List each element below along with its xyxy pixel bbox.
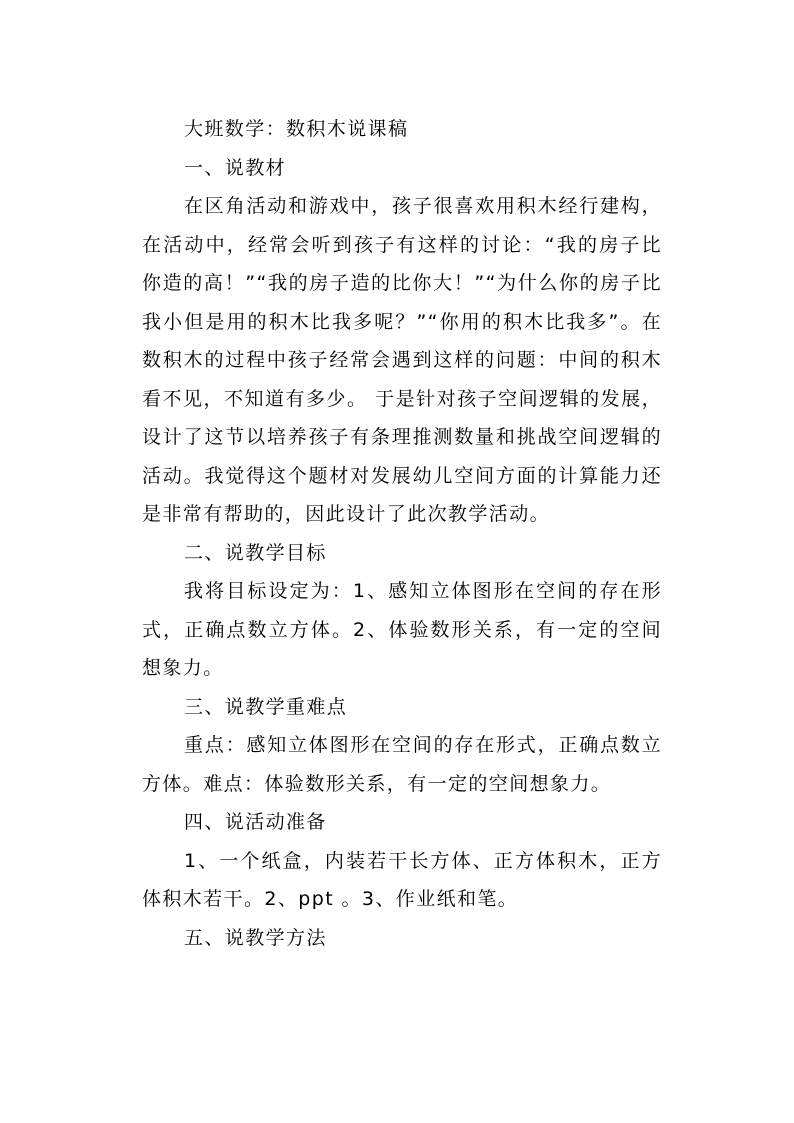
document-title: 大班数学：数积木说课稿	[184, 118, 409, 140]
paragraph-key-difficult-points: 重点：感知立体图形在空间的存在形式，正确点数立方体。难点：体验数形关系，有一定的空间想象力。	[142, 734, 662, 795]
paragraph-teaching-goals: 我将目标设定为：1、感知立体图形在空间的存在形式，正确点数立方体。2、体验数形关系，有一定的空间想象力。	[142, 580, 662, 679]
section-heading-activity-preparation: 四、说活动准备	[184, 811, 327, 833]
section-heading-key-difficult-points: 三、说教学重难点	[184, 695, 348, 718]
paragraph-teaching-material: 在区角活动和游戏中，孩子很喜欢用积木经行建构，在活动中，经常会听到孩子有这样的讨论：“我的房子比你造的高！”“我的房子造的比你大！”“为什么你的房子比我小但是用的积木比我多呢？”“你用的积木比我多”。在数积木的过程中孩子经常会遇到这样的问题：中间的积木看不见，不知道有多少。 于是针对孩子空间逻辑的发展，设计了这节以培养孩子有条理推测数量和挑战空间逻辑的活动。我觉得这个题材对发展幼儿空间方面的计算能力还是非常有帮助的，因此设计了此次教学活动。	[142, 195, 662, 525]
section-heading-teaching-material: 一、说教材	[184, 156, 287, 179]
paragraph-activity-preparation: 1、一个纸盒，内装若干长方体、正方体积木，正方体积木若干。2、ppt 。3、作业纸和笔。	[142, 849, 662, 910]
document-body	[142, 110, 662, 957]
section-heading-teaching-goals: 二、说教学目标	[184, 541, 327, 564]
section-heading-teaching-methods: 五、说教学方法	[184, 926, 327, 949]
